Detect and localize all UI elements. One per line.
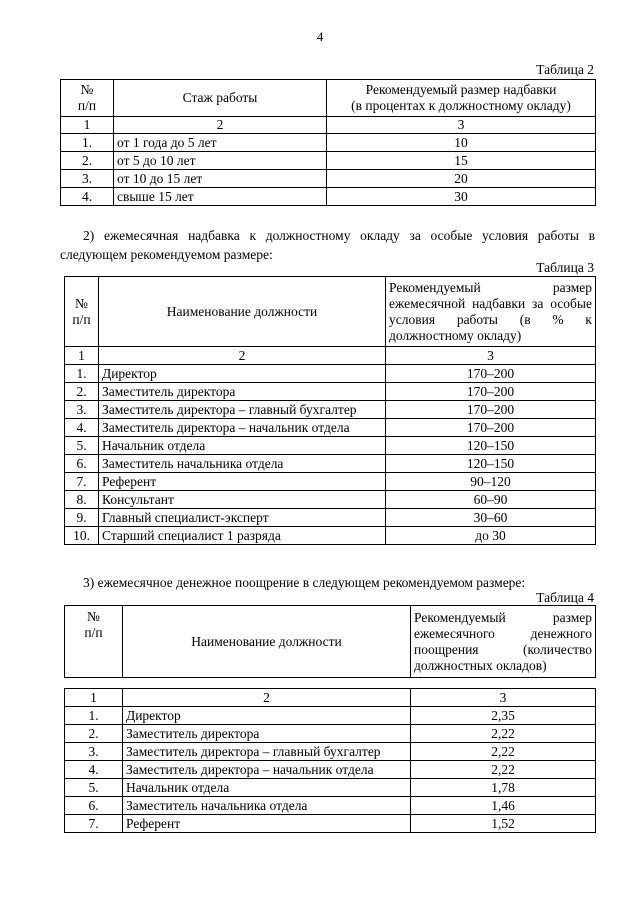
table-row: 9. Главный специалист-эксперт 30–60 — [65, 509, 596, 527]
table3-header-no: № п/п — [65, 277, 99, 347]
table-row: 2. Заместитель директора 2,22 — [65, 725, 596, 743]
table-row: 4. Заместитель директора – начальник отдела 170–200 — [65, 419, 596, 437]
table-row: 8. Консультант 60–90 — [65, 491, 596, 509]
table-row: 6. Заместитель начальника отдела 1,46 — [65, 797, 596, 815]
table-row: 7. Референт 1,52 — [65, 815, 596, 833]
table4-header — [64, 605, 596, 678]
table-row: 2. от 5 до 10 лет 15 — [61, 152, 596, 170]
table4-header-value: Рекомендуемый размер ежемесячного денежного поощрения (количество должностных окладов) — [411, 606, 596, 678]
table-row: 5. Начальник отдела 1,78 — [65, 779, 596, 797]
table3-header-value: Рекомендуемый размер ежемесячной надбавки за особые условия работы (в % к должностному окладу) — [386, 277, 596, 347]
table-row: 10. Старший специалист 1 разряда до 30 — [65, 527, 596, 545]
table-row: 4. свыше 15 лет 30 — [61, 188, 596, 206]
paragraph-special-conditions: 2) ежемесячная надбавка к должностному окладу за особые условия работы в следующем рекомендуемом размере: — [60, 228, 595, 262]
table2-header-no: № п/п — [61, 80, 114, 117]
table2-numbering-row: 1 2 3 — [61, 117, 596, 134]
table4-header-position: Наименование должности — [123, 606, 411, 678]
table3-caption: Таблица 3 — [536, 260, 594, 275]
table-row: 3. Заместитель директора – главный бухгалтер 2,22 — [65, 743, 596, 761]
paragraph-monthly-bonus: 3) ежемесячное денежное поощрение в следующем рекомендуемом размере: — [83, 575, 526, 590]
table-row: 4. Заместитель директора – начальник отдела 2,22 — [65, 761, 596, 779]
table2-header-experience: Стаж работы — [114, 80, 327, 117]
table-row: 7. Референт 90–120 — [65, 473, 596, 491]
table4-numbering-row: 1 2 3 — [65, 689, 596, 707]
table-row: 6. Заместитель начальника отдела 120–150 — [65, 455, 596, 473]
table-row: 1. Директор 2,35 — [65, 707, 596, 725]
table-row: 3. от 10 до 15 лет 20 — [61, 170, 596, 188]
table-row: 5. Начальник отдела 120–150 — [65, 437, 596, 455]
table3 — [64, 276, 596, 545]
table3-header-position: Наименование должности — [99, 277, 386, 347]
table2-header-value: Рекомендуемый размер надбавки (в процентах к должностному окладу) — [327, 80, 596, 117]
table2-caption: Таблица 2 — [536, 62, 594, 77]
table-row: 3. Заместитель директора – главный бухгалтер 170–200 — [65, 401, 596, 419]
table2 — [60, 79, 596, 206]
table4 — [64, 688, 596, 833]
table-row: 1. Директор 170–200 — [65, 365, 596, 383]
table3-numbering-row: 1 2 3 — [65, 347, 596, 365]
table-row: 2. Заместитель директора 170–200 — [65, 383, 596, 401]
table4-caption: Таблица 4 — [536, 590, 594, 605]
page-number: 4 — [316, 29, 324, 44]
table-row: 1. от 1 года до 5 лет 10 — [61, 134, 596, 152]
table4-header-no: № п/п — [65, 606, 123, 678]
